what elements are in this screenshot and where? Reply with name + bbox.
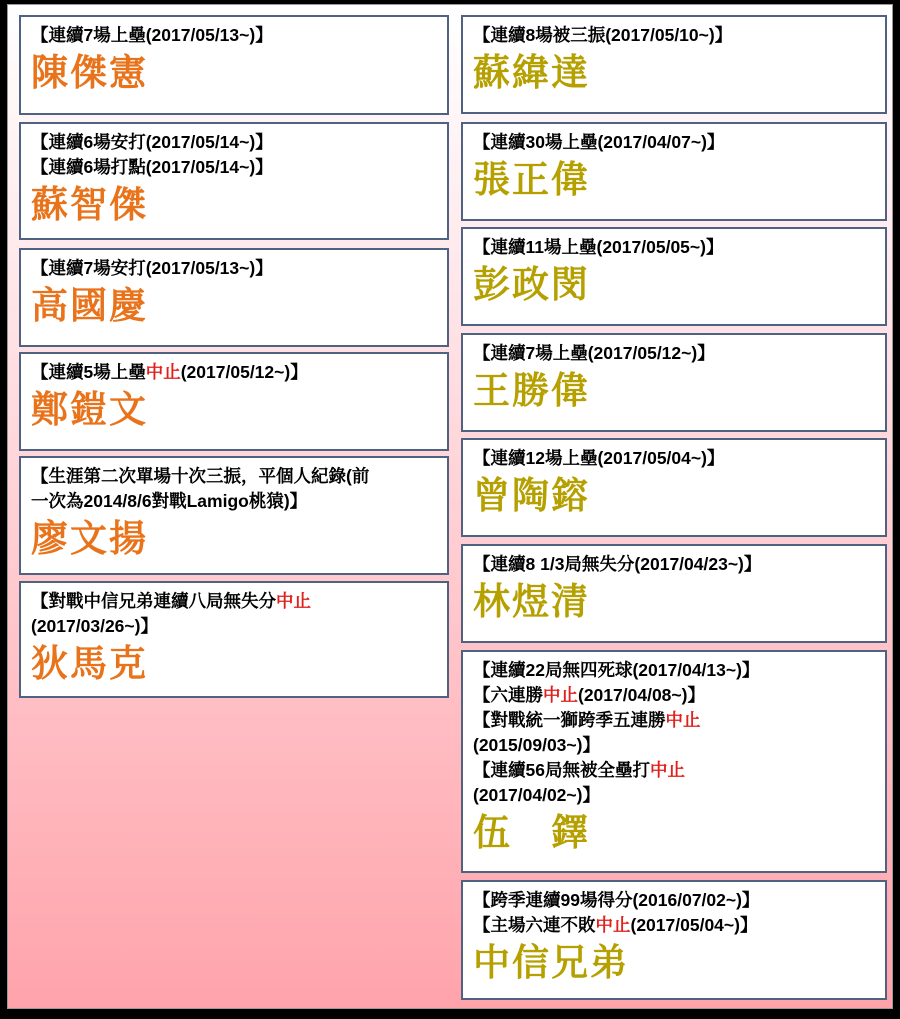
- record-note: [473, 235, 877, 260]
- record-note: [473, 913, 877, 938]
- record-note-text: (2017/04/08~)】: [578, 685, 705, 705]
- record-card: [19, 122, 449, 240]
- record-note: [31, 23, 439, 48]
- record-note: [473, 783, 877, 808]
- record-note-text: 【連續6場打點(2017/05/14~)】: [31, 157, 273, 177]
- record-note-text: 【對戰中信兄弟連續八局無失分: [31, 591, 276, 611]
- record-note-text: 【連續30場上壘(2017/04/07~)】: [473, 132, 725, 152]
- record-note-text: 【連續22局無四死球(2017/04/13~)】: [473, 660, 760, 680]
- record-note: [31, 489, 439, 514]
- player-name: 彭政閔: [473, 264, 590, 305]
- record-note: [31, 360, 439, 385]
- player-name: 中信兄弟: [473, 942, 629, 983]
- record-note: [473, 888, 877, 913]
- player-name: 廖文揚: [31, 518, 148, 559]
- player-name: 高國慶: [31, 285, 148, 326]
- record-note-text: 【連續8 1/3局無失分(2017/04/23~)】: [473, 554, 762, 574]
- record-card: [461, 438, 887, 537]
- record-note-text: (2017/03/26~)】: [31, 616, 158, 636]
- record-note-text: 【連續6場安打(2017/05/14~)】: [31, 132, 273, 152]
- record-note-text: (2015/09/03~)】: [473, 735, 600, 755]
- record-status-stopped: 中止: [543, 685, 578, 705]
- record-card: [461, 333, 887, 432]
- player-name: 蘇緯達: [473, 52, 590, 93]
- record-note-text: 【連續11場上壘(2017/05/05~)】: [473, 237, 724, 257]
- record-note: [31, 130, 439, 155]
- player-name: 陳傑憲: [31, 52, 148, 93]
- record-note-text: (2017/05/12~)】: [180, 362, 308, 382]
- record-card: [461, 227, 887, 326]
- record-note-text: 【跨季連續99場得分(2016/07/02~)】: [473, 890, 760, 910]
- record-card: [461, 15, 887, 114]
- record-note: [473, 658, 877, 683]
- record-note-text: 一次為2014/8/6對戰Lamigo桃猿)】: [31, 491, 308, 511]
- player-name: 鄭鎧文: [31, 389, 148, 430]
- record-note-text: 【連續7場上壘(2017/05/13~)】: [31, 25, 273, 45]
- record-note-text: (2017/04/02~)】: [473, 785, 600, 805]
- record-note: [473, 733, 877, 758]
- player-name: 王勝偉: [473, 370, 590, 411]
- record-card: [19, 248, 449, 347]
- record-note: [31, 464, 439, 489]
- record-note: [31, 256, 439, 281]
- player-name: 狄馬克: [31, 643, 148, 684]
- record-status-stopped: 中止: [145, 362, 181, 382]
- record-note-text: 【連續56局無被全壘打: [473, 760, 650, 780]
- record-card: [461, 122, 887, 221]
- record-note: [473, 683, 877, 708]
- record-note: [31, 155, 439, 180]
- record-note-text: 【連續5場上壘: [31, 362, 146, 382]
- player-name: 伍 鐸: [473, 812, 590, 853]
- record-card: [19, 352, 449, 451]
- record-note-text: 【連續7場安打(2017/05/13~)】: [31, 258, 273, 278]
- record-card: [19, 456, 449, 575]
- record-note-text: 【連續7場上壘(2017/05/12~)】: [473, 343, 715, 363]
- record-card: [461, 880, 887, 1000]
- record-note: [473, 708, 877, 733]
- record-card: [19, 15, 449, 115]
- record-card: [461, 544, 887, 643]
- record-note: [473, 130, 877, 155]
- record-note-text: 【六連勝: [473, 685, 543, 705]
- record-note-text: 【對戰統一獅跨季五連勝: [473, 710, 666, 730]
- record-status-stopped: 中止: [276, 591, 311, 611]
- player-name: 曾陶鎔: [473, 475, 590, 516]
- record-note: [473, 552, 877, 577]
- record-note-text: 【連續8場被三振(2017/05/10~)】: [473, 25, 733, 45]
- player-name: 林煜清: [473, 581, 590, 622]
- record-note: [473, 446, 877, 471]
- player-name: 蘇智傑: [31, 184, 148, 225]
- player-name: 張正偉: [473, 159, 590, 200]
- record-note-text: 【生涯第二次單場十次三振，平個人紀錄(前: [31, 466, 370, 486]
- record-status-stopped: 中止: [595, 915, 631, 935]
- record-note: [473, 23, 877, 48]
- record-note: [473, 758, 877, 783]
- record-note-text: 【連續12場上壘(2017/05/04~)】: [473, 448, 725, 468]
- record-status-stopped: 中止: [649, 760, 685, 780]
- record-card: [19, 581, 449, 698]
- record-note: [31, 614, 439, 639]
- record-note: [473, 341, 877, 366]
- record-status-stopped: 中止: [665, 710, 701, 730]
- record-card: [461, 650, 887, 873]
- record-note-text: (2017/05/04~)】: [630, 915, 758, 935]
- records-panel: [7, 4, 893, 1009]
- record-note-text: 【主場六連不敗: [473, 915, 596, 935]
- record-note: [31, 589, 439, 614]
